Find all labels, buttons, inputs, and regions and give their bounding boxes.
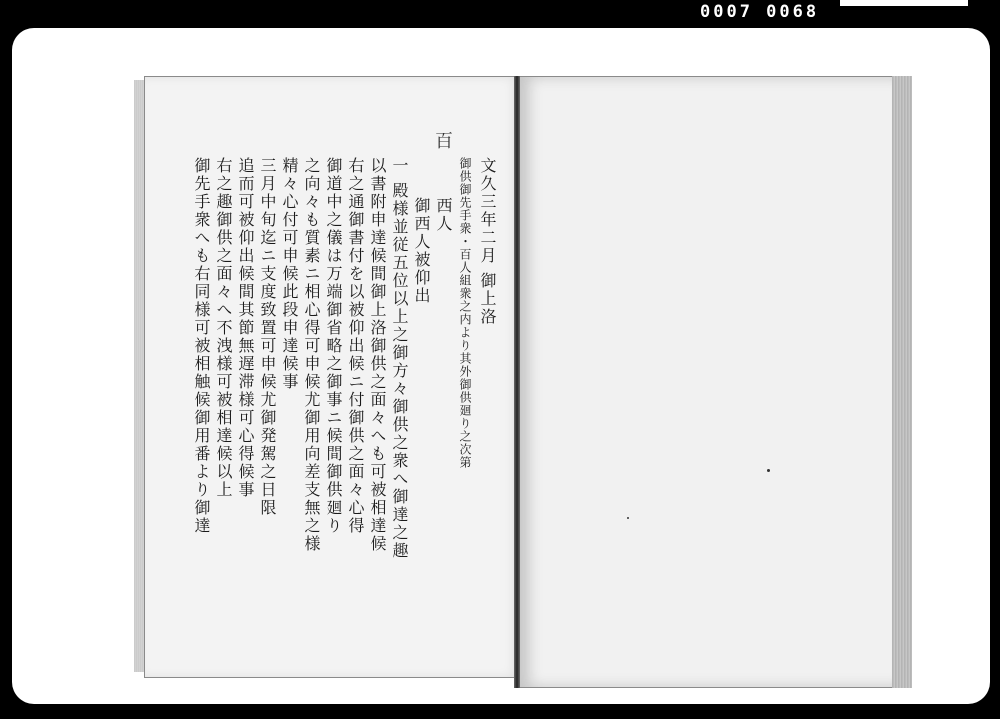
book-gutter [514,76,520,688]
text-column: 右之通御書付を以被仰出候ニ付御供之面々心得 [346,157,365,535]
page-speck [627,517,629,519]
right-page-blank [518,76,896,688]
text-column: 御先手衆へも右同様可被相触候御用番より御達 [192,157,211,535]
frame-counter: 0007 0068 [700,2,820,22]
left-page [144,76,520,678]
text-column: 御西人被仰出 [412,197,431,305]
page-number: 百 [435,131,453,152]
text-columns [191,157,497,657]
text-column: 三月中旬迄ニ支度致置可申候尤御発駕之日限 [258,157,277,517]
text-column: 文久三年二月 御上洛 [478,157,497,327]
open-book [134,76,912,698]
film-window [12,28,990,704]
film-corner-tab [840,0,968,6]
text-column: 之向々も質素ニ相心得可申候尤御用向差支無之様 [302,157,321,553]
page-speck [767,469,770,472]
text-column: 精々心付可申候此段申達候事 [280,157,299,391]
text-column: 御道中之儀は万端御省略之御事ニ候間御供廻り [324,157,343,535]
text-column: 御供御先手衆・百人組衆之内より其外御供廻り之次第 [458,157,472,469]
text-column: 追而可被仰出候間其節無遅滞様可心得候事 [236,157,255,499]
text-column: 西人 [434,197,453,233]
text-column: 一 殿様並従五位以上之御方々御供之衆へ御達之趣 [390,157,409,561]
page-stack-right [892,76,912,688]
text-column: 右之趣御供之面々へ不洩様可被相達候以上 [214,157,233,499]
text-column: 以書附申達候間御上洛御供之面々へも可被相達候 [368,157,387,553]
